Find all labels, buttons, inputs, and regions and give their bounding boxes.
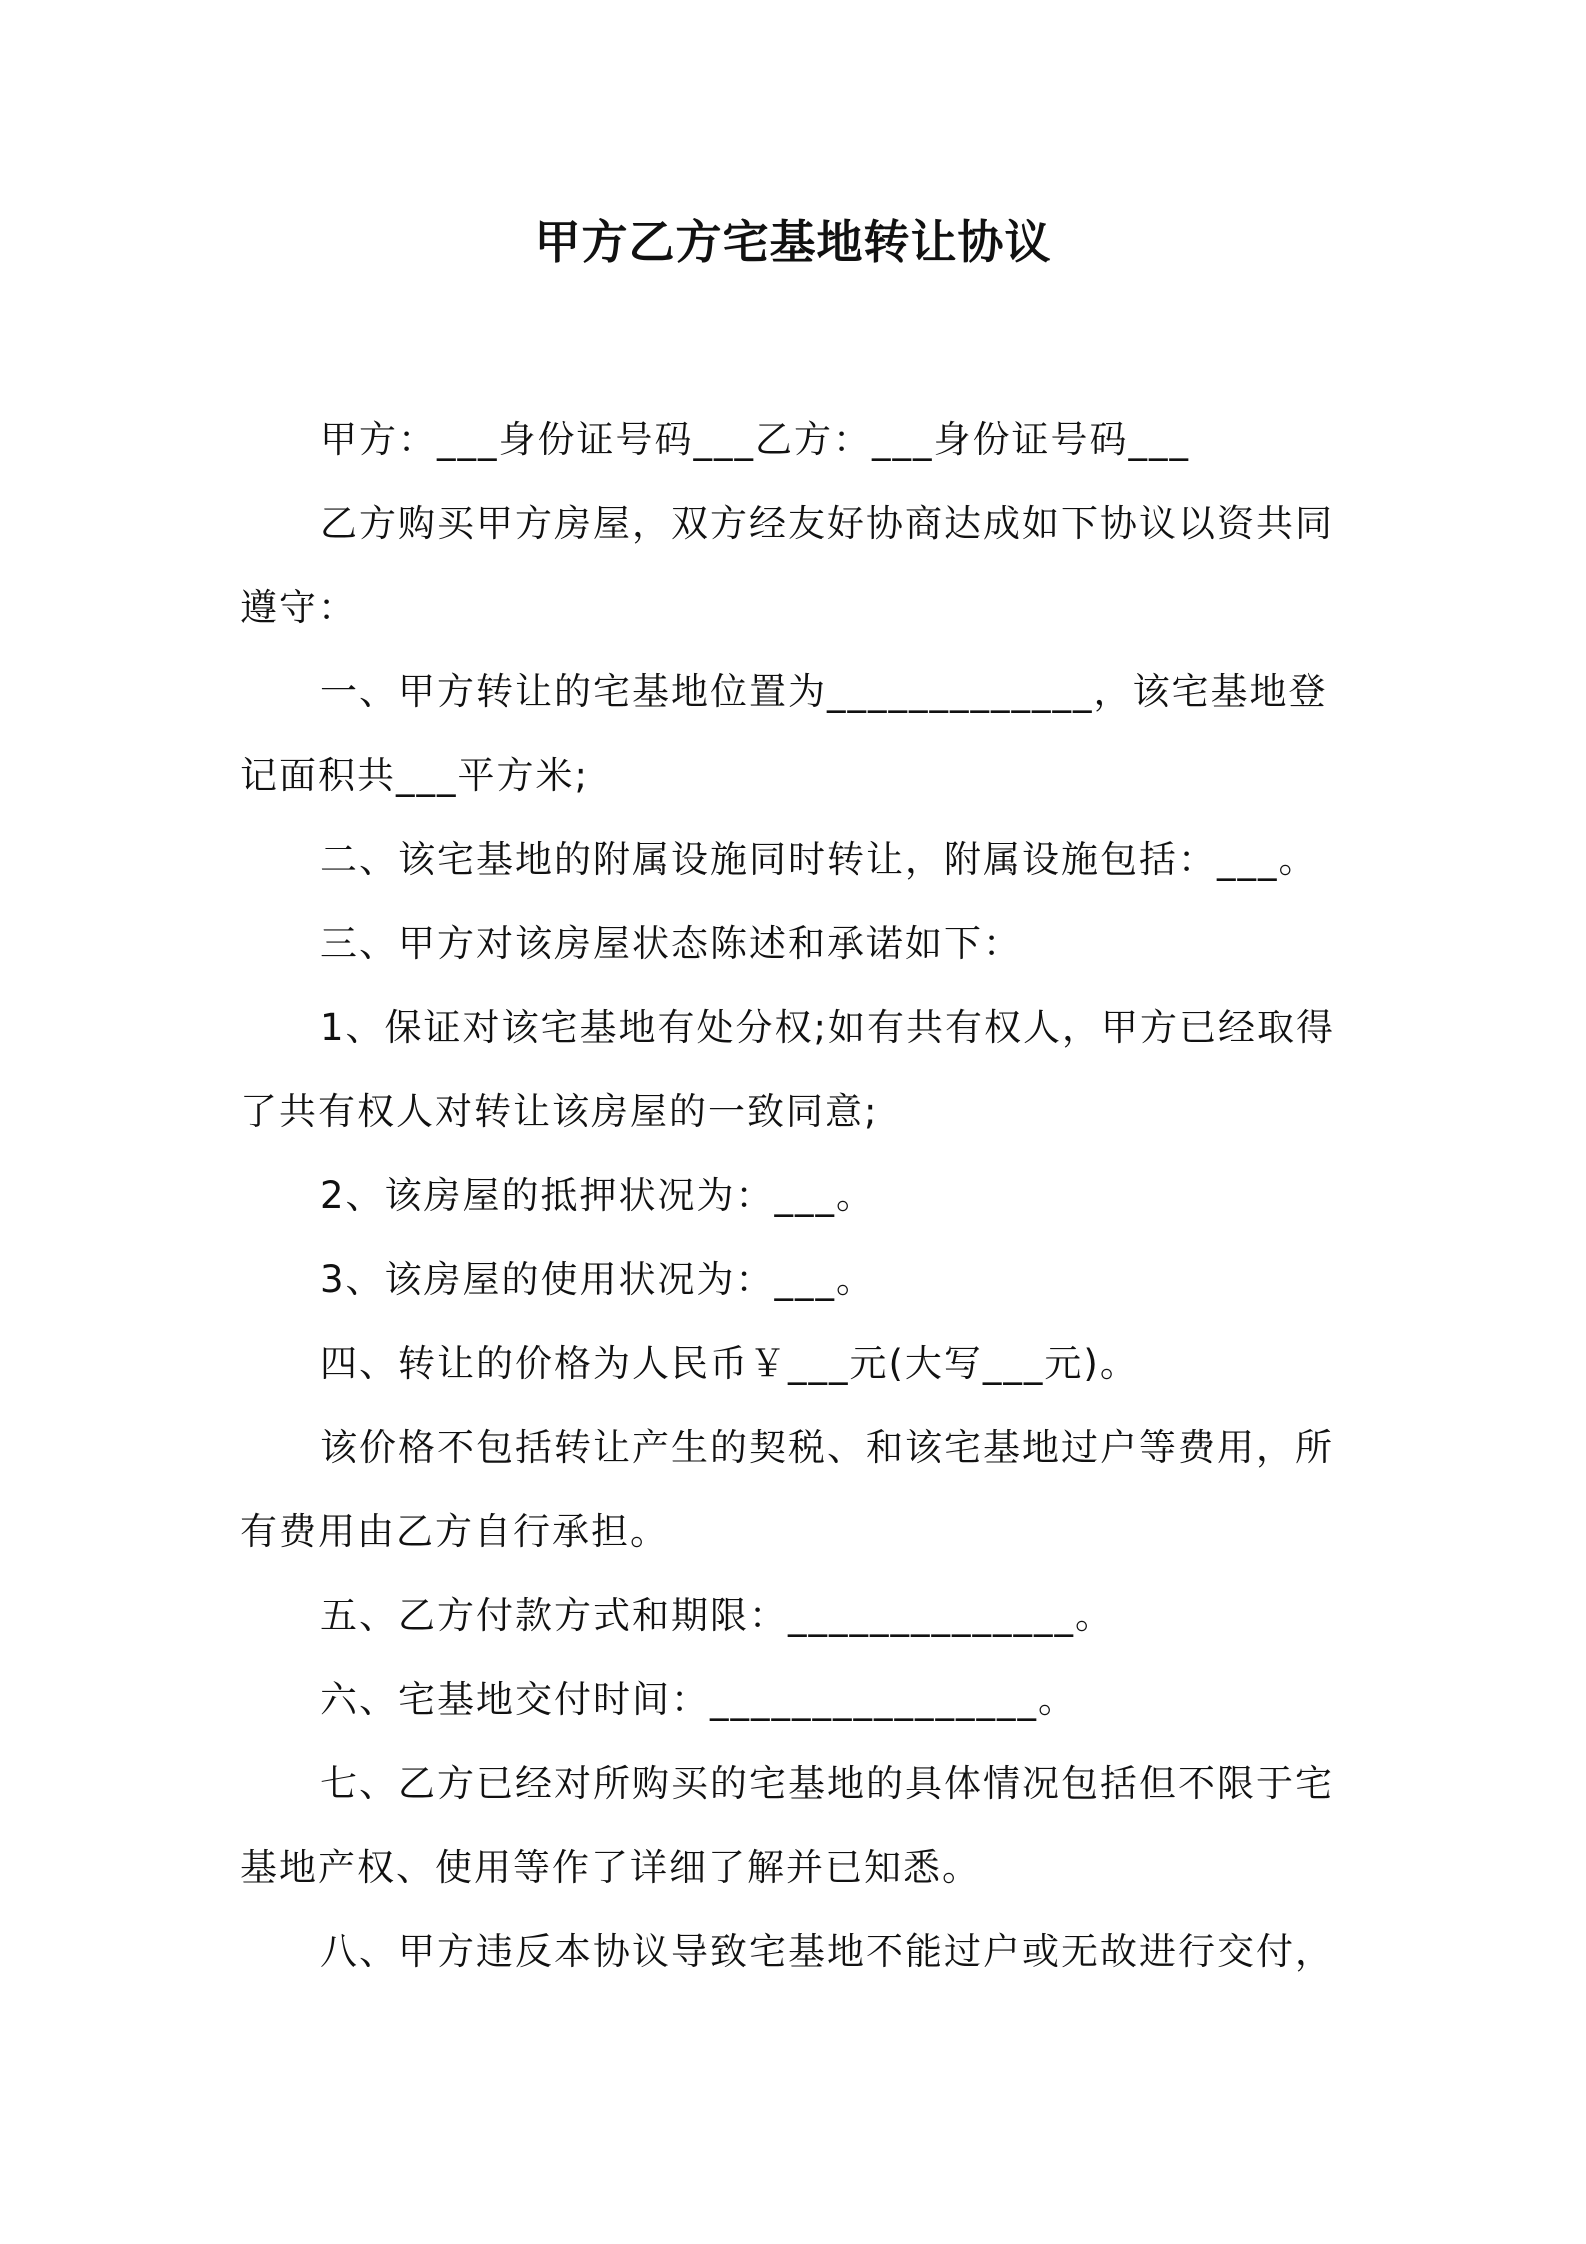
paragraph-clause-8: 八、甲方违反本协议导致宅基地不能过户或无故进行交付， xyxy=(320,1930,1334,1973)
document-body xyxy=(240,398,1350,1994)
paragraph-clause-3-item-2: 2、该房屋的抵押状况为：___。 xyxy=(320,1174,876,1217)
paragraph-clause-6: 六、宅基地交付时间：________________。 xyxy=(320,1678,1077,1721)
paragraph-clause-5: 五、乙方付款方式和期限：______________。 xyxy=(320,1594,1114,1637)
document-title: 甲方乙方宅基地转让协议 xyxy=(534,215,1052,269)
paragraph-clause-4-note: 该价格不包括转让产生的契税、和该宅基地过户等费用，所有费用由乙方自行承担。 xyxy=(240,1426,1334,1553)
paragraph-intro: 乙方购买甲方房屋，双方经友好协商达成如下协议以资共同遵守： xyxy=(240,502,1334,629)
paragraph-parties: 甲方：___身份证号码___乙方：___身份证号码___ xyxy=(320,418,1190,461)
paragraph-clause-1: 一、甲方转让的宅基地位置为_____________，该宅基地登记面积共___平方米; xyxy=(240,670,1328,797)
paragraph-clause-3-item-1: 1、保证对该宅基地有处分权;如有共有权人，甲方已经取得了共有权人对转让该房屋的一致同意; xyxy=(240,1006,1336,1133)
paragraph-clause-3-item-3: 3、该房屋的使用状况为：___。 xyxy=(320,1258,876,1301)
paragraph-clause-7: 七、乙方已经对所购买的宅基地的具体情况包括但不限于宅基地产权、使用等作了详细了解并已知悉。 xyxy=(240,1762,1334,1889)
paragraph-clause-2: 二、该宅基地的附属设施同时转让，附属设施包括：___。 xyxy=(320,838,1318,881)
paragraph-clause-4: 四、转让的价格为人民币￥___元(大写___元)。 xyxy=(320,1342,1139,1385)
paragraph-clause-3: 三、甲方对该房屋状态陈述和承诺如下： xyxy=(320,922,1022,965)
